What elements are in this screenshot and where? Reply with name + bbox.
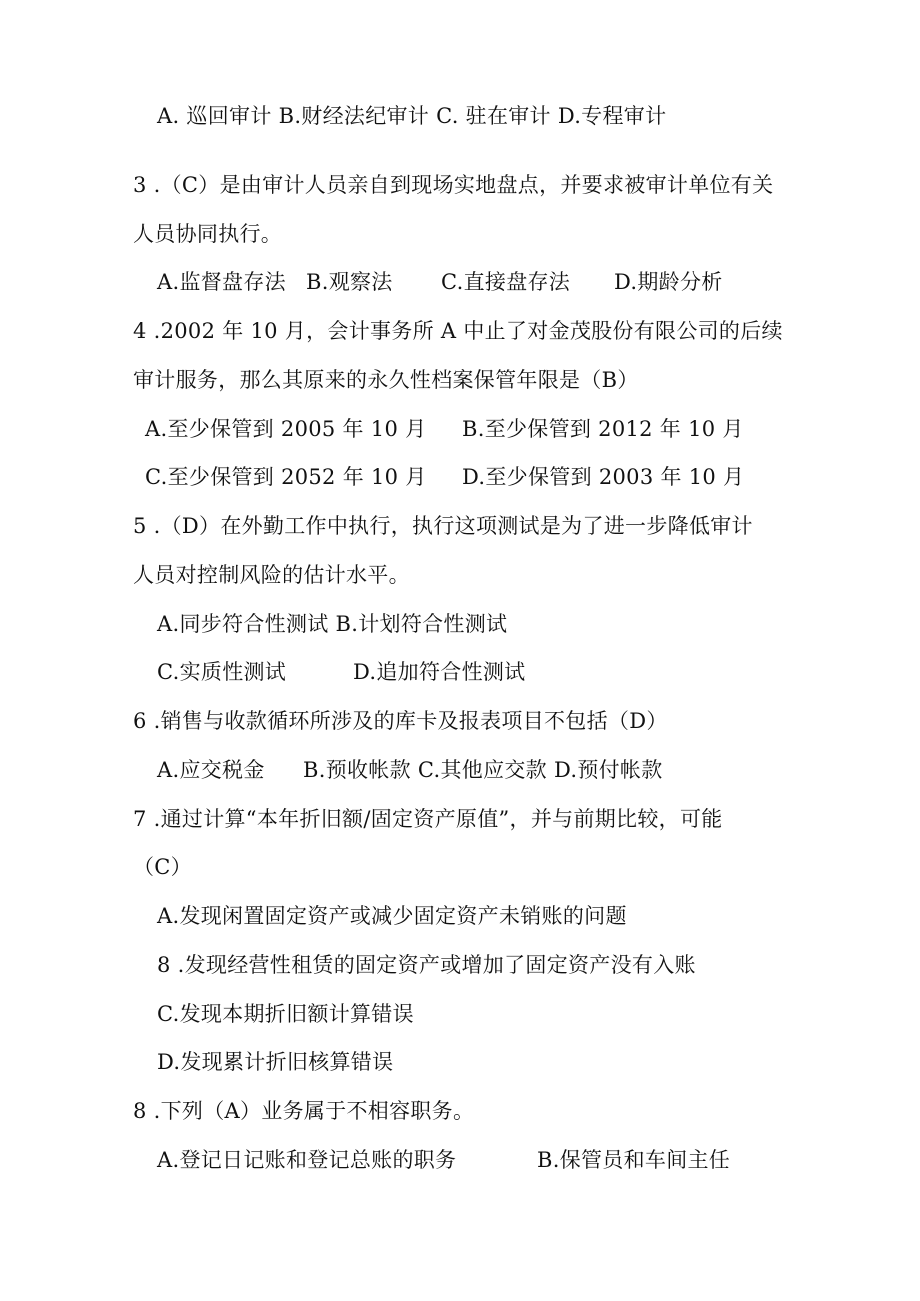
- q5-option-d: D.追加符合性测试: [353, 660, 526, 684]
- q7-option-d: D.发现累计折旧核算错误: [157, 1050, 394, 1074]
- q3-option-a: A.监督盘存法: [157, 270, 286, 294]
- q4-stem-line2: 审计服务，那么其原来的永久性档案保管年限是（B）: [133, 368, 639, 392]
- q7-option-a: A.发现闲置固定资产或减少固定资产未销账的问题: [157, 904, 627, 928]
- q5-stem-line1: 5 .（D）在外勤工作中执行，执行这项测试是为了进一步降低审计: [133, 514, 753, 538]
- q5-options-ab: A.同步符合性测试 B.计划符合性测试: [157, 612, 508, 636]
- q5-option-c: C.实质性测试: [157, 660, 287, 684]
- q4-option-a: A.至少保管到 2005 年 10 月: [145, 417, 427, 441]
- q3-stem-line1: 3 .（C）是由审计人员亲自到现场实地盘点，并要求被审计单位有关: [133, 173, 774, 197]
- q2-options: A. 巡回审计 B.财经法纪审计 C. 驻在审计 D.专程审计: [157, 104, 667, 128]
- q3-option-b: B.观察法: [306, 270, 393, 294]
- q3-option-c: C.直接盘存法: [441, 270, 571, 294]
- q6-stem: 6 .销售与收款循环所涉及的库卡及报表项目不包括（D）: [133, 709, 668, 733]
- q8-stem: 8 .下列（A）业务属于不相容职务。: [133, 1099, 475, 1123]
- q4-stem-line1: 4 .2002 年 10 月，会计事务所 A 中止了对金茂股份有限公司的后续: [133, 319, 783, 343]
- q4-option-c: C.至少保管到 2052 年 10 月: [145, 465, 427, 489]
- q6-option-a: A.应交税金: [157, 758, 265, 782]
- q4-option-b: B.至少保管到 2012 年 10 月: [462, 417, 744, 441]
- q7-option-c: C.发现本期折旧额计算错误: [157, 1002, 414, 1026]
- q6-options-bcd: B.预收帐款 C.其他应交款 D.预付帐款: [303, 758, 663, 782]
- q8-option-a: A.登记日记账和登记总账的职务: [157, 1148, 457, 1172]
- q3-option-d: D.期龄分析: [614, 270, 723, 294]
- q4-option-d: D.至少保管到 2003 年 10 月: [462, 465, 745, 489]
- q8-option-b: B.保管员和车间主任: [537, 1148, 731, 1172]
- q7-stem-line1: 7 .通过计算“本年折旧额/固定资产原值”，并与前期比较，可能: [133, 807, 723, 831]
- q5-stem-line2: 人员对控制风险的估计水平。: [133, 563, 410, 587]
- q3-stem-line2: 人员协同执行。: [133, 222, 283, 246]
- q7-stem-line2: （C）: [133, 855, 192, 879]
- q7-option-b: 8 .发现经营性租赁的固定资产或增加了固定资产没有入账: [157, 953, 696, 977]
